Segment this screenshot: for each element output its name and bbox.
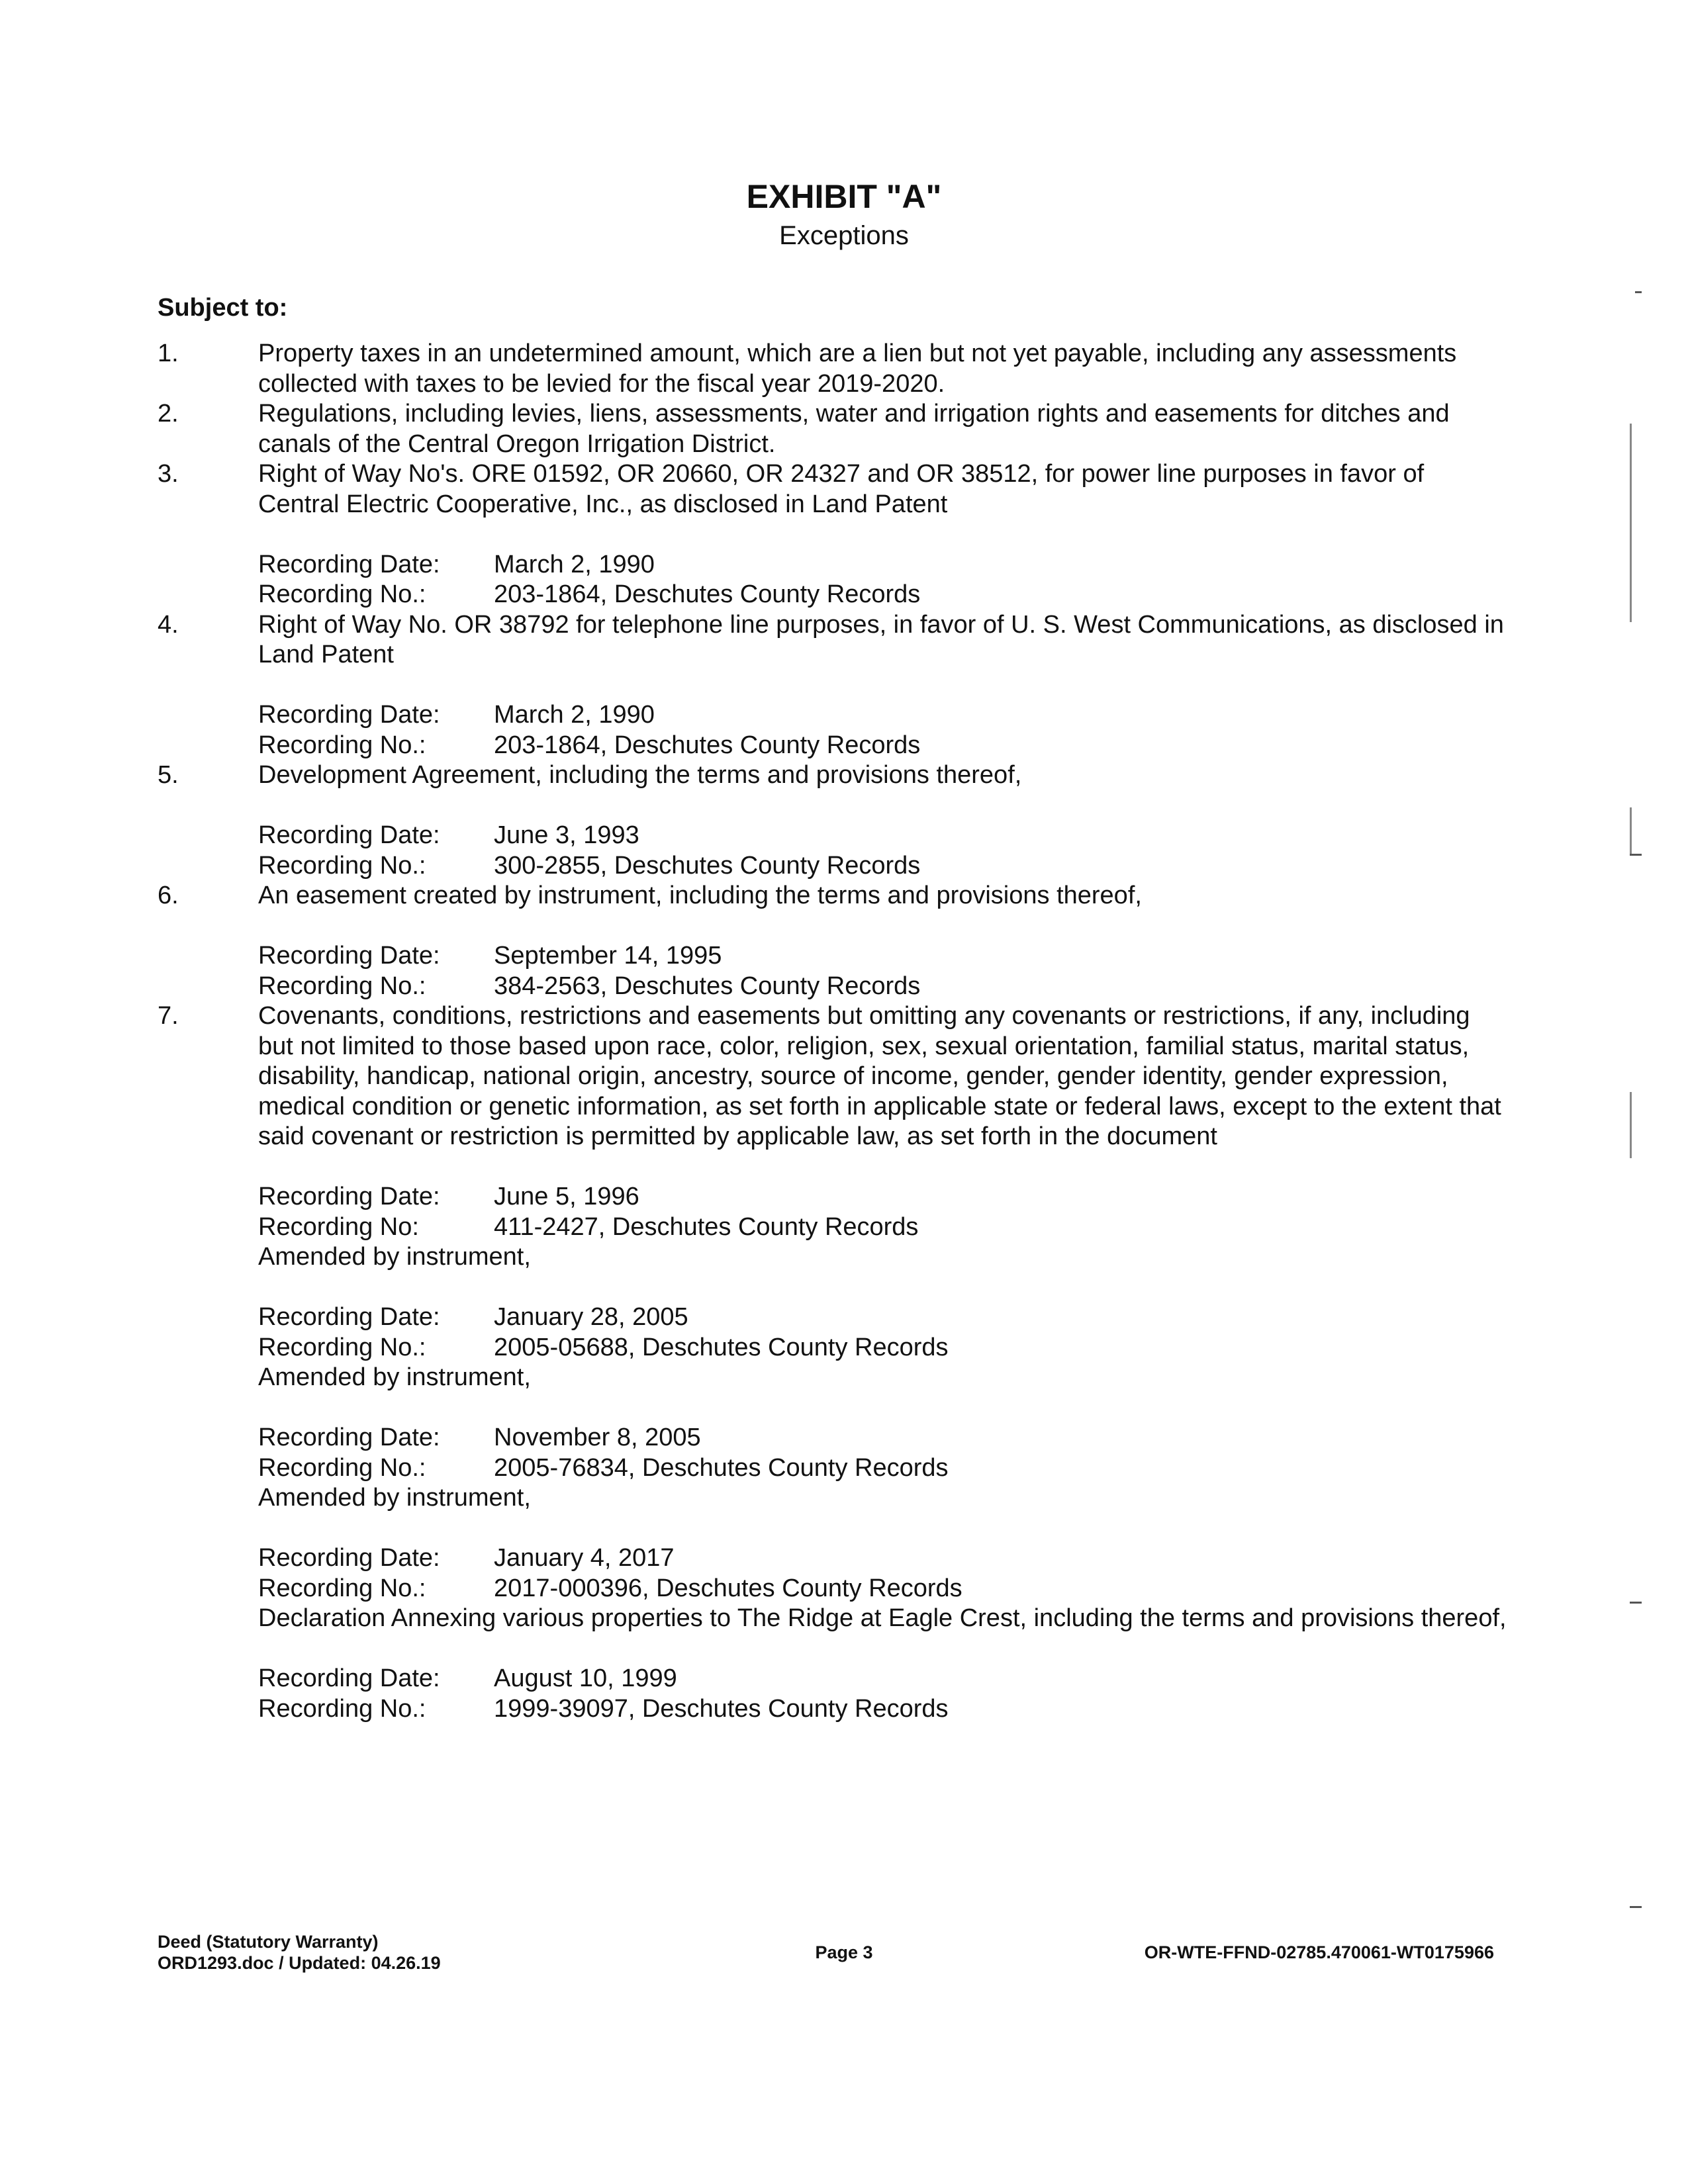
recording-no: 2017-000396, Deschutes County Records	[494, 1574, 962, 1602]
recording-date: March 2, 1990	[494, 550, 655, 578]
scan-mark	[1630, 854, 1642, 856]
item-number: 2.	[158, 400, 179, 428]
recording-info	[258, 941, 1508, 1001]
amended-note: Amended by instrument,	[258, 1363, 531, 1391]
recording-no: 411-2427, Deschutes County Records	[494, 1212, 919, 1241]
recording-no-label: Recording No:	[258, 1212, 419, 1241]
recording-date: January 4, 2017	[494, 1544, 675, 1572]
item-text: Property taxes in an undetermined amount, which are a lien but not yet payable, including any assessments collected with taxes to be levied for the fiscal year 2019-2020.	[258, 340, 1457, 398]
exhibit-title: EXHIBIT "A"	[746, 178, 942, 215]
recording-no-label: Recording No.:	[258, 1574, 426, 1602]
scan-mark	[1630, 424, 1632, 622]
footer-doc-file: ORD1293.doc / Updated: 04.26.19	[158, 1953, 441, 1973]
scan-mark	[1630, 1092, 1632, 1158]
recording-info	[258, 821, 1508, 881]
recording-no-label: Recording No.:	[258, 1453, 426, 1482]
exception-item-5	[158, 760, 1508, 791]
recording-no: 2005-05688, Deschutes County Records	[494, 1333, 949, 1361]
item-number: 3.	[158, 460, 179, 488]
footer-page-number: Page 3	[815, 1942, 873, 1962]
recording-date-label: Recording Date:	[258, 1544, 440, 1572]
exception-item-2	[158, 399, 1508, 459]
recording-date-label: Recording Date:	[258, 821, 440, 849]
item-text: Regulations, including levies, liens, assessments, water and irrigation rights and easements for ditches and canals of the Central Oregon Irrigation District.	[258, 400, 1450, 458]
item-number: 7.	[158, 1002, 179, 1030]
recording-date-label: Recording Date:	[258, 550, 440, 578]
exhibit-subtitle: Exceptions	[779, 221, 909, 250]
recording-no: 2005-76834, Deschutes County Records	[494, 1453, 949, 1482]
recording-no-label: Recording No.:	[258, 731, 426, 759]
amended-note: Amended by instrument,	[258, 1484, 531, 1512]
recording-date: January 28, 2005	[494, 1303, 688, 1331]
recording-info	[258, 700, 1508, 760]
exceptions-list	[158, 339, 1508, 1724]
recording-no: 384-2563, Deschutes County Records	[494, 972, 921, 1000]
recording-date: June 3, 1993	[494, 821, 639, 849]
item-number: 1.	[158, 340, 179, 367]
footer-order-number: OR-WTE-FFND-02785.470061-WT0175966	[1144, 1942, 1494, 1962]
subject-to-label: Subject to:	[158, 294, 288, 322]
recording-date: November 8, 2005	[494, 1424, 701, 1451]
item-text: An easement created by instrument, including the terms and provisions thereof,	[258, 882, 1142, 909]
scan-mark	[1630, 1602, 1642, 1604]
item-text: Right of Way No. OR 38792 for telephone line purposes, in favor of U. S. West Communications, as disclosed in Land Patent	[258, 610, 1504, 668]
exception-item-3	[158, 459, 1508, 520]
declaration-note: Declaration Annexing various properties to The Ridge at Eagle Crest, including the terms and provisions thereof,	[258, 1604, 1507, 1632]
recording-no-label: Recording No.:	[258, 851, 426, 880]
recording-info	[258, 1664, 1508, 1724]
recording-info	[258, 550, 1508, 610]
recording-info	[258, 1182, 1508, 1242]
recording-date-label: Recording Date:	[258, 1424, 440, 1451]
item-number: 6.	[158, 882, 179, 909]
recording-info	[258, 1423, 1508, 1483]
recording-date: September 14, 1995	[494, 942, 722, 970]
exception-item-1	[158, 339, 1508, 399]
exception-item-6	[158, 881, 1508, 911]
footer-doc-type: Deed (Statutory Warranty)	[158, 1932, 379, 1952]
scan-mark	[1630, 807, 1632, 854]
recording-no: 203-1864, Deschutes County Records	[494, 731, 921, 759]
item-text: Right of Way No's. ORE 01592, OR 20660, OR 24327 and OR 38512, for power line purposes in favor of Central Electric Cooperative, Inc., as disclosed in Land Patent	[258, 460, 1425, 518]
amended-note: Amended by instrument,	[258, 1243, 531, 1271]
item-number: 4.	[158, 610, 179, 639]
exception-item-4	[158, 610, 1508, 670]
recording-date: June 5, 1996	[494, 1183, 639, 1210]
recording-no-label: Recording No.:	[258, 580, 426, 608]
recording-no-label: Recording No.:	[258, 1333, 426, 1361]
recording-date-label: Recording Date:	[258, 1303, 440, 1331]
recording-no: 203-1864, Deschutes County Records	[494, 580, 921, 608]
scan-mark	[1630, 1906, 1642, 1908]
recording-date: August 10, 1999	[494, 1664, 677, 1692]
recording-info	[258, 1302, 1508, 1363]
exception-item-7	[158, 1001, 1508, 1152]
recording-no: 300-2855, Deschutes County Records	[494, 851, 921, 880]
recording-date-label: Recording Date:	[258, 1183, 440, 1210]
item-text: Covenants, conditions, restrictions and easements but omitting any covenants or restrictions, if any, including but not limited to those based upon race, color, religion, sex, sexual orientation, familial status, marital status, disability, handicap, national origin, ancestry, source of income, gender, gender identity, gender expression, medical condition or genetic information, as set forth in applicable state or federal laws, except to the extent that said covenant or restriction is permitted by applicable law, as set forth in the document	[258, 1002, 1501, 1150]
recording-info	[258, 1543, 1508, 1604]
recording-no-label: Recording No.:	[258, 1694, 426, 1723]
recording-date-label: Recording Date:	[258, 1664, 440, 1692]
item-number: 5.	[158, 761, 179, 789]
recording-date: March 2, 1990	[494, 701, 655, 729]
scan-mark	[1635, 291, 1642, 293]
recording-date-label: Recording Date:	[258, 701, 440, 729]
recording-no: 1999-39097, Deschutes County Records	[494, 1694, 949, 1723]
item-text: Development Agreement, including the terms and provisions thereof,	[258, 761, 1022, 789]
recording-date-label: Recording Date:	[258, 942, 440, 970]
recording-no-label: Recording No.:	[258, 972, 426, 1000]
